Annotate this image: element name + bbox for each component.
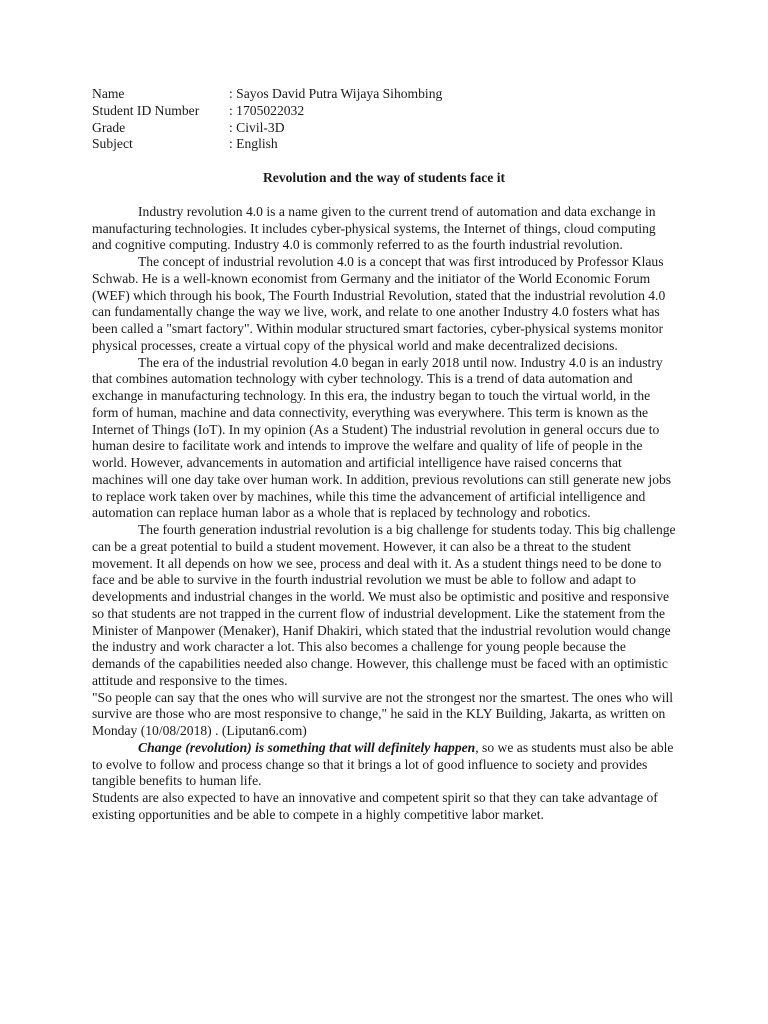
subject-value: : English: [229, 136, 278, 152]
document-page: [92, 86, 676, 824]
student-id-label: Student ID Number: [92, 102, 200, 118]
student-info: [92, 86, 676, 153]
change-rest: , so we as students must also be able to evolve to follow and process change so that it brings a lot of good influence to society and provides tangible benefits to human life.: [92, 739, 674, 789]
student-id-row: [92, 103, 676, 120]
paragraph-challenge: The fourth generation industrial revolution is a big challenge for students today. This big challenge can be a great potential to build a student movement. However, it can also be a threat to the student movement. It all depends on how we see, process and deal with it. As a student things need to be done to face and be able to survive in the fourth industrial revolution we must be able to follow and adapt to developments and industrial changes in the world. We must also be optimistic and positive and responsive so that students are not trapped in the current flow of industrial development. Like the statement from the Minister of Manpower (Menaker), Hanif Dhakiri, which stated that the industrial revolution would change the industry and work character a lot. This also becomes a challenge for young people because the demands of the capabilities needed also change. However, this challenge must be faced with an optimistic attitude and responsive to the times.: [92, 522, 676, 688]
paragraph-concept: The concept of industrial revolution 4.0 is a concept that was first introduced by Professor Klaus Schwab. He is a well-known economist from Germany and the initiator of the World Economic Forum (WEF) which through his book, The Fourth Industrial Revolution, stated that the industrial revolution 4.0 can fundamentally change the way we live, work, and relate to one another Industry 4.0 fosters what has been called a "smart factory". Within modular structured smart factories, cyber-physical systems monitor physical processes, create a virtual copy of the physical world and make decentralized decisions.: [92, 254, 666, 353]
grade-value: : Civil-3D: [229, 119, 285, 135]
grade-label: Grade: [92, 119, 126, 135]
name-value: : Sayos David Putra Wijaya Sihombing: [229, 86, 443, 101]
paragraph-change: [92, 740, 676, 790]
subject-label: Subject: [92, 136, 133, 152]
name-label: Name: [92, 86, 125, 101]
grade-row: [92, 120, 676, 137]
paragraph-closing: Students are also expected to have an innovative and competent spirit so that they can take advantage of existing opportunities and be able to compete in a highly competitive labor market.: [92, 790, 658, 822]
student-id-value: : 1705022032: [229, 102, 305, 118]
essay-title: Revolution and the way of students face it: [262, 170, 506, 185]
paragraph-intro: Industry revolution 4.0 is a name given to the current trend of automation and data exchange in manufacturing technologies. It includes cyber-physical systems, the Internet of things, cloud computing and cognitive computing. Industry 4.0 is commonly referred to as the fourth industrial revolution.: [92, 203, 656, 253]
subject-row: [92, 136, 676, 153]
name-row: [92, 86, 676, 103]
paragraph-quote: "So people can say that the ones who will survive are not the strongest nor the smartest. The ones who will survive are those who are most responsive to change," he said in the KLY Building, Jakarta, as written on Monday (10/08/2018) . (Liputan6.com): [92, 689, 674, 738]
change-emphasis: Change (revolution) is something that will definitely happen: [138, 739, 476, 755]
paragraph-era: The era of the industrial revolution 4.0 began in early 2018 until now. Industry 4.0 is an industry that combines automation technology with cyber technology. This is a trend of data automation and exchange in manufacturing technology. In this era, the industry began to touch the virtual world, in the form of human, machine and data connectivity, everything was everywhere. This term is known as the Internet of Things (IoT). In my opinion (As a Student) The industrial revolution in general occurs due to human desire to facilitate work and intends to improve the welfare and quality of life of people in the world. However, advancements in automation and artificial intelligence have raised concerns that machines will one day take over human work. In addition, previous revolutions can still generate new jobs to replace work taken over by machines, while this time the advancement of artificial intelligence and automation can replace human labor as a whole that is replaced by technology and robotics.: [92, 354, 672, 521]
